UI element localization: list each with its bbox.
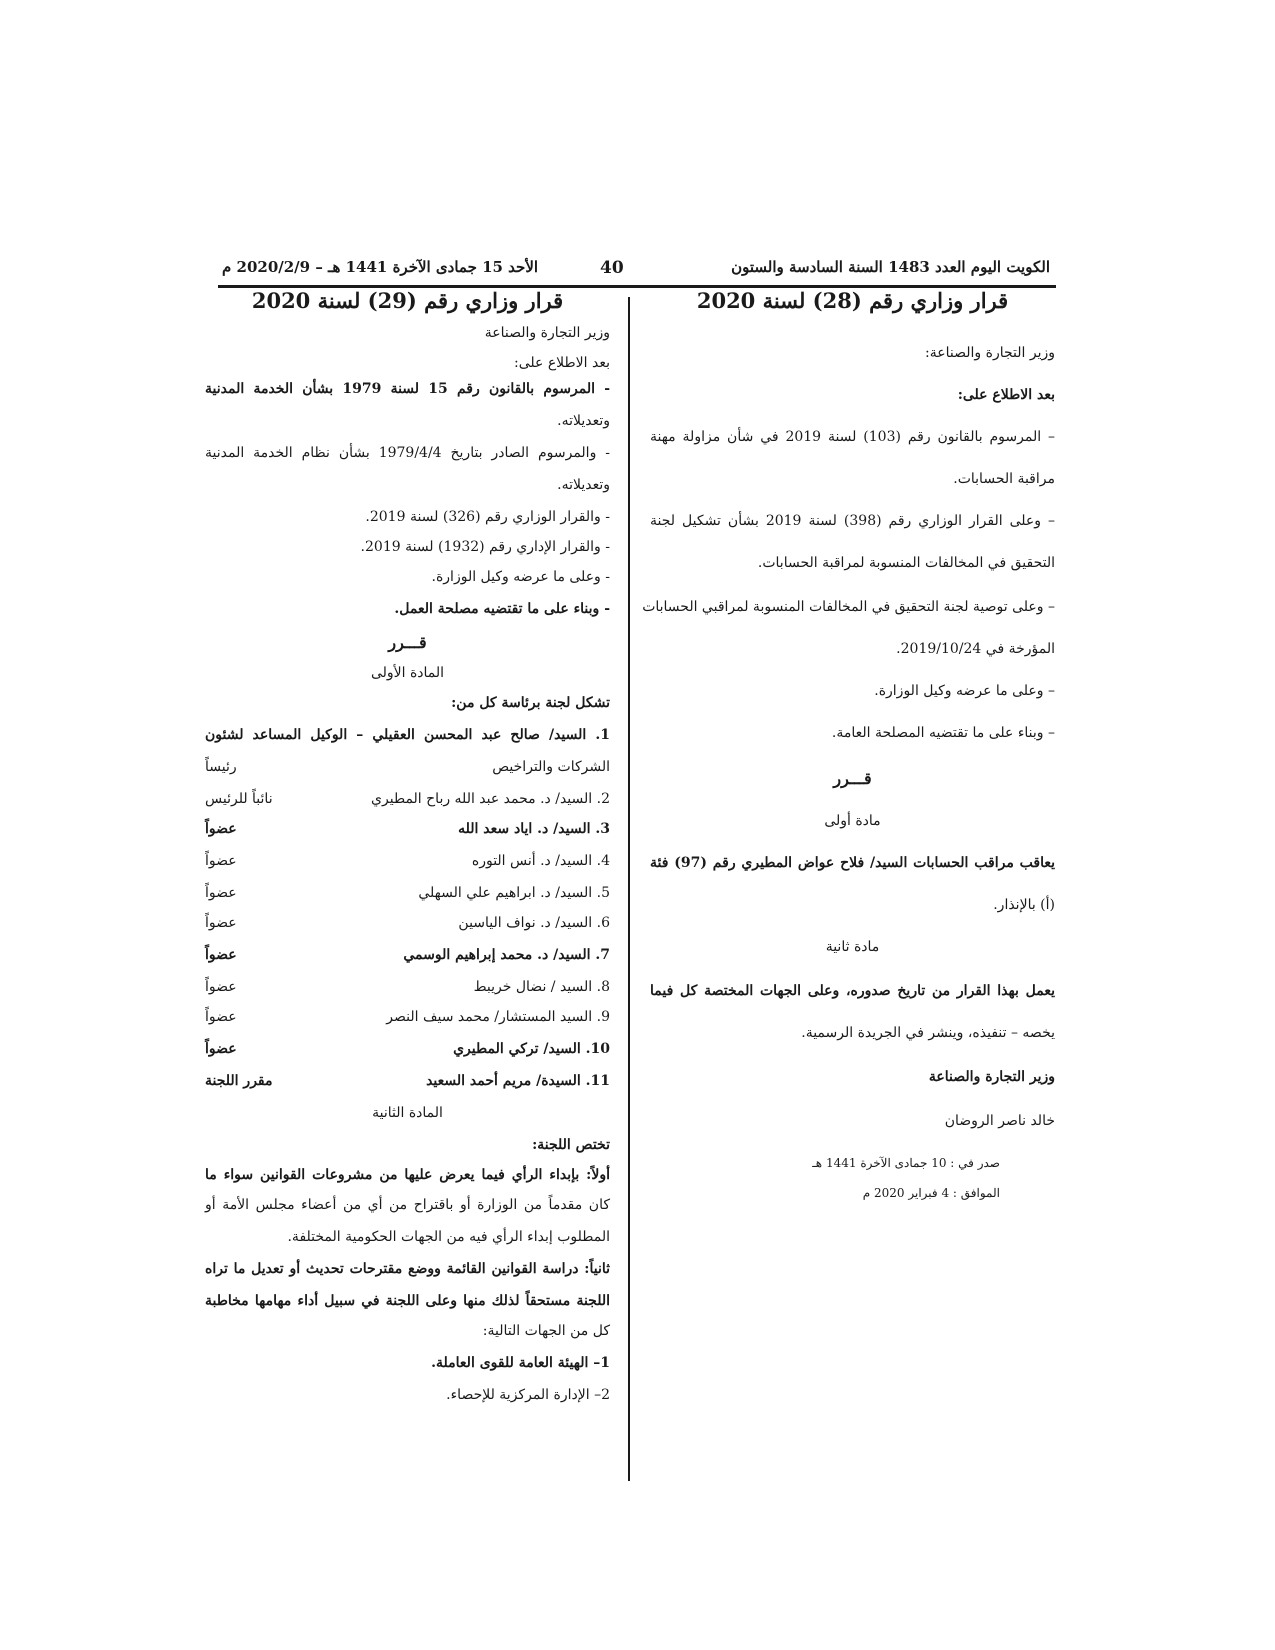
decree-28-ref-2a: – وعلى القرار الوزاري رقم (398) لسنة 2019 بشأن تشكيل لجنة	[650, 513, 1055, 529]
member-name: 3. السيد/ د. اياد سعد الله	[458, 821, 610, 837]
member-role: عضواً	[205, 821, 237, 837]
member-role: نائباً للرئيس	[205, 791, 273, 807]
decree-29-first-b: كان مقدماً من الوزارة أو باقتراح من أي من أعضاء مجلس الأمة أو	[205, 1197, 610, 1213]
decree-29-ref-4: - والقرار الإداري رقم (1932) لسنة 2019.	[360, 539, 610, 555]
decree-28-signer-name: خالد ناصر الروضان	[944, 1113, 1055, 1129]
member-name: 9. السيد المستشار/ محمد سيف النصر	[386, 1009, 610, 1025]
member-name: 1. السيد/ صالح عبد المحسن العقيلي – الوكيل المساعد لشئون	[205, 727, 610, 743]
member-name: 7. السيد/ د. محمد إبراهيم الوسمي	[403, 947, 610, 963]
decree-28-ref-4: – وعلى ما عرضه وكيل الوزارة.	[874, 683, 1055, 699]
decree-29-minister: وزير التجارة والصناعة	[484, 325, 610, 341]
decree-28-article-1: مادة أولى	[824, 813, 881, 829]
decree-29-item-1: 1– الهيئة العامة للقوى العاملة.	[431, 1355, 610, 1371]
member-name: 10. السيد/ تركي المطيري	[453, 1041, 610, 1057]
decree-29-competence: تختص اللجنة:	[532, 1137, 610, 1153]
decree-28-corresponding-date: الموافق : 4 فبراير 2020 م	[862, 1186, 1000, 1200]
member-name: 11. السيدة/ مريم أحمد السعيد	[426, 1073, 610, 1089]
member-role: عضواً	[205, 853, 237, 869]
decree-29-ref-5: - وعلى ما عرضه وكيل الوزارة.	[431, 569, 610, 585]
page-number: 40	[600, 258, 624, 278]
member-role: عضواً	[205, 947, 237, 963]
decree-28-ref-1b: مراقبة الحسابات.	[953, 471, 1055, 487]
member-name: 4. السيد/ د. أنس التوره	[471, 853, 610, 869]
member-name: 8. السيد / نضال خريبط	[473, 979, 610, 995]
decree-28-ref-5: – وبناء على ما تقتضيه المصلحة العامة.	[831, 725, 1055, 741]
decree-29-ref-1a: - المرسوم بالقانون رقم 15 لسنة 1979 بشأن الخدمة المدنية	[205, 381, 611, 397]
decree-28-ref-3a: – وعلى توصية لجنة التحقيق في المخالفات المنسوبة لمراقبي الحسابات	[642, 599, 1055, 615]
decree-28-issued-date: صدر في : 10 جمادى الآخرة 1441 هـ	[812, 1156, 1000, 1170]
decree-29-second-c: كل من الجهات التالية:	[482, 1323, 610, 1339]
decree-29-second-b: اللجنة مستحقاً لذلك منها وعلى اللجنة في سبيل أداء مهامها مخاطبة	[205, 1293, 610, 1309]
decree-28-signer-title: وزير التجارة والصناعة	[928, 1069, 1055, 1085]
member-role: عضواً	[205, 979, 237, 995]
decree-28-ref-2b: التحقيق في المخالفات المنسوبة لمراقبة الحسابات.	[757, 555, 1055, 571]
decree-29-first-a: أولاً: بإبداء الرأي فيما يعرض عليها من مشروعات القوانين سواء ما	[205, 1167, 610, 1183]
decree-29-ref-3: - والقرار الوزاري رقم (326) لسنة 2019.	[365, 509, 610, 525]
decree-28-article-2-text-a: يعمل بهذا القرار من تاريخ صدوره، وعلى الجهات المختصة كل فيما	[650, 983, 1055, 999]
decree-28-title: قرار وزاري رقم (28) لسنة 2020	[696, 288, 1009, 313]
member-name: 6. السيد/ د. نواف الياسين	[458, 915, 610, 931]
decree-29-first-c: المطلوب إبداء الرأي فيه من الجهات الحكومية المختلفة.	[287, 1229, 610, 1245]
member-name: 5. السيد/ د. ابراهيم علي السهلي	[418, 885, 610, 901]
decree-28-ref-1a: – المرسوم بالقانون رقم (103) لسنة 2019 في شأن مزاولة مهنة	[650, 429, 1055, 445]
decree-29-article-1: المادة الأولى	[370, 665, 445, 681]
member-role: رئيساً	[205, 759, 237, 775]
decree-28-after-review: بعد الاطلاع على:	[957, 387, 1055, 403]
member-role: عضواً	[205, 885, 237, 901]
member-role: مقرر اللجنة	[205, 1073, 273, 1089]
column-divider	[628, 297, 630, 1481]
member-role: عضواً	[205, 1009, 237, 1025]
decree-29-second-a: ثانياً: دراسة القوانين القائمة ووضع مقترحات تحديث أو تعديل ما تراه	[205, 1261, 610, 1277]
decree-29-ref-6: - وبناء على ما تقتضيه مصلحة العمل.	[394, 601, 610, 617]
decree-29-decided: قـــرر	[388, 633, 427, 652]
decree-28-article-2-text-b: يخصه – تنفيذه، وينشر في الجريدة الرسمية.	[801, 1025, 1055, 1041]
decree-29-ref-1b: وتعديلاته.	[557, 413, 610, 429]
member-row	[205, 724, 610, 746]
decree-29-item-2: 2– الإدارة المركزية للإحصاء.	[446, 1387, 610, 1403]
decree-29-title: قرار وزاري رقم (29) لسنة 2020	[251, 288, 564, 313]
header-date: الأحد 15 جمادى الآخرة 1441 هـ – 2020/2/9 م	[222, 258, 539, 276]
member-role: عضواً	[205, 915, 237, 931]
header-issue-info: الكويت اليوم العدد 1483 السنة السادسة والستون	[731, 258, 1050, 276]
decree-29-article-2: المادة الثانية	[372, 1105, 443, 1121]
decree-29-ref-2a: - والمرسوم الصادر بتاريخ 1979/4/4 بشأن نظام الخدمة المدنية	[205, 445, 610, 461]
decree-28-decided: قـــرر	[833, 769, 872, 788]
decree-28-article-1-text-b: (أ) بالإنذار.	[993, 897, 1055, 913]
member-name: الشركات والتراخيص	[492, 759, 610, 775]
decree-29-ref-2b: وتعديلاته.	[557, 477, 610, 493]
decree-29-formed: تشكل لجنة برئاسة كل من:	[451, 695, 610, 711]
decree-28-minister: وزير التجارة والصناعة:	[925, 345, 1055, 361]
member-role: عضواً	[205, 1041, 237, 1057]
decree-28-article-2: مادة ثانية	[825, 939, 880, 955]
member-name: 2. السيد/ د. محمد عبد الله رباح المطيري	[371, 791, 610, 807]
decree-28-article-1-text-a: يعاقب مراقب الحسابات السيد/ فلاح عواض المطيري رقم (97) فئة	[650, 855, 1055, 871]
decree-28-ref-3b: المؤرخة في 2019/10/24.	[896, 641, 1055, 657]
decree-29-after-review: بعد الاطلاع على:	[514, 355, 610, 371]
